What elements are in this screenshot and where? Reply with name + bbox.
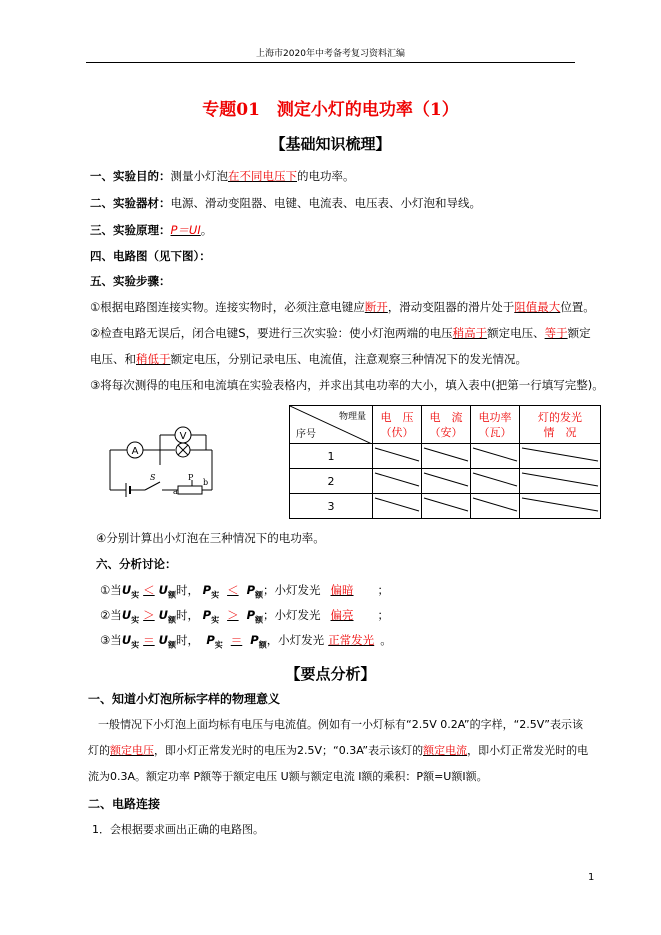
- principle-line: [90, 222, 212, 238]
- cell-empty: [471, 494, 520, 519]
- analysis-1-tail: ；小灯发光: [263, 583, 321, 597]
- step-2-line-1: [90, 325, 591, 341]
- ammeter-label: A: [131, 446, 139, 457]
- purpose-text: 测量小灯泡: [170, 169, 228, 183]
- sub-real: 实: [214, 640, 223, 650]
- step-2-line2-post: 额定电压，分别记录电压、电流值，注意观察三种情况下的发光情况。: [170, 352, 527, 366]
- step-1-mid: ，滑动变阻器的滑片处于: [387, 300, 515, 314]
- analysis-3-num: ③当: [100, 633, 122, 647]
- rheostat-p-label: P: [188, 473, 194, 482]
- switch-blade: [145, 482, 160, 490]
- analysis-1-num: ①当: [100, 583, 122, 597]
- analysis-3-mid: 时，: [176, 633, 199, 647]
- steps-label: 五、实验步骤：: [90, 274, 171, 288]
- principle-answer: P＝UI: [170, 223, 201, 237]
- p-symbol: P: [250, 633, 259, 647]
- cell-empty: [422, 444, 471, 469]
- p-symbol: P: [246, 608, 256, 622]
- part1-heading: 一、知道小灯泡所标字样的物理意义: [88, 692, 281, 706]
- sub-rated: 额: [255, 615, 264, 625]
- part1-l2-pre: 灯的: [88, 744, 110, 757]
- analysis-2-end: ；: [377, 608, 390, 622]
- col-header-brightness: [520, 406, 601, 444]
- cell-empty: [520, 494, 601, 519]
- analysis-line-1: [100, 582, 389, 600]
- cell-empty: [422, 494, 471, 519]
- step-2-answer-2: 等于: [544, 326, 568, 340]
- p-symbol: P: [246, 583, 256, 597]
- step-2-mid-2: 额定: [567, 326, 591, 340]
- step-2-answer-1: 稍高于: [452, 326, 488, 340]
- sub-real: 实: [131, 615, 140, 625]
- rheostat-b-label: b: [203, 478, 209, 487]
- sub-real: 实: [131, 590, 140, 600]
- p-symbol: P: [202, 583, 212, 597]
- corner-bottom-label: 序号: [296, 429, 316, 440]
- sub-rated: 额: [168, 590, 176, 600]
- section-heading-basics: 【基础知识梳理】: [270, 135, 391, 153]
- analysis-2-answer-3: 偏亮: [330, 608, 354, 622]
- col-power-line1: 电功率: [478, 410, 512, 424]
- cell-empty: [471, 469, 520, 494]
- col-header-voltage: [373, 406, 422, 444]
- part2-heading: 二、电路连接: [88, 797, 161, 811]
- step-1: [90, 299, 595, 315]
- cell-empty: [471, 444, 520, 469]
- analysis-1-answer-2: ＜: [227, 583, 239, 597]
- cell-empty: [520, 444, 601, 469]
- cell-empty: [373, 444, 422, 469]
- col-current-line2: （安）: [429, 425, 463, 439]
- sub-rated: 额: [168, 615, 176, 625]
- row-number-2: 2: [290, 469, 373, 494]
- step-2-line-2: [90, 351, 527, 367]
- step-1-answer-1: 断开: [364, 300, 388, 314]
- u-symbol: U: [158, 583, 168, 597]
- analysis-1-answer-1: ＜: [143, 583, 155, 597]
- analysis-3-answer-1: ＝: [143, 633, 155, 647]
- principle-end: 。: [200, 223, 213, 237]
- circuit-label: 四、电路图（见下图）：: [90, 249, 211, 263]
- analysis-1-answer-3: 偏暗: [330, 583, 354, 597]
- col-power-line2: （瓦）: [478, 425, 512, 439]
- analysis-3-end: 。: [380, 633, 392, 647]
- analysis-2-answer-2: ＞: [227, 608, 239, 622]
- part1-answer-rated-voltage: 额定电压: [110, 744, 154, 757]
- page-header: 上海市2020年中考备考复习资料汇编: [256, 49, 405, 59]
- row-number-3: 3: [290, 494, 373, 519]
- col-header-power: [471, 406, 520, 444]
- col-brightness-line2: 情 况: [543, 425, 577, 439]
- sub-rated: 额: [168, 640, 176, 650]
- step-1-end: 位置。: [560, 300, 595, 314]
- part1-line-3: 流为0.3A。额定功率 P额等于额定电压 U额与额定电流 I额的乘积：P额=U额I额。: [88, 770, 488, 783]
- sub-rated: 额: [258, 640, 267, 650]
- step-3: ③将每次测得的电压和电流填在实验表格内，并求出其电功率的大小，填入表中(把第一行填写完整)。: [90, 378, 604, 392]
- table-corner-cell: [290, 406, 373, 444]
- analysis-1-end: ；: [377, 583, 390, 597]
- p-symbol: P: [206, 633, 215, 647]
- analysis-3-answer-2: ＝: [230, 633, 243, 647]
- page-number: 1: [588, 872, 595, 883]
- part1-l2-post: ，即小灯正常发光时的电: [467, 744, 589, 757]
- step-4: ④分别计算出小灯泡在三种情况下的电功率。: [96, 531, 325, 545]
- cell-empty: [373, 494, 422, 519]
- cell-empty: [373, 469, 422, 494]
- purpose-line: [90, 168, 355, 184]
- data-table: [289, 405, 601, 519]
- u-symbol: U: [158, 608, 168, 622]
- equipment-text: 电源、滑动变阻器、电键、电流表、电压表、小灯泡和导线。: [170, 196, 481, 210]
- col-brightness-line1: 灯的发光: [538, 410, 582, 424]
- analysis-3-tail: ，小灯发光: [266, 633, 325, 647]
- u-symbol: U: [158, 633, 168, 647]
- header-rule: [86, 62, 575, 63]
- rheostat-a-label: a: [173, 487, 178, 496]
- analysis-2-num: ②当: [100, 608, 122, 622]
- u-symbol: U: [121, 583, 132, 597]
- p-symbol: P: [202, 608, 212, 622]
- part1-line-1: 一般情况下小灯泡上面均标有电压与电流值。例如有一小灯标有“2.5V 0.2A”的字样，“2.5V”表示该: [98, 718, 583, 731]
- sub-rated: 额: [255, 590, 264, 600]
- part1-line-2: [88, 742, 588, 758]
- equipment-label: 二、实验器材：: [90, 196, 171, 210]
- analysis-line-3: [100, 632, 392, 650]
- step-1-answer-2: 阻值最大: [514, 300, 561, 314]
- purpose-label: 一、实验目的：: [90, 169, 171, 183]
- analysis-2-mid: 时，: [176, 608, 199, 622]
- sub-real: 实: [131, 640, 140, 650]
- switch-label: S: [150, 473, 156, 482]
- cell-empty: [520, 469, 601, 494]
- sub-real: 实: [211, 615, 220, 625]
- cell-empty: [422, 469, 471, 494]
- circuit-diagram: [100, 410, 280, 500]
- col-voltage-line2: （伏）: [380, 425, 414, 439]
- col-header-current: [422, 406, 471, 444]
- purpose-answer: 在不同电压下: [228, 169, 297, 183]
- rheostat-body: [178, 486, 202, 494]
- step-1-text: ①根据电路图连接实物。连接实物时，必须注意电键应: [90, 300, 365, 314]
- analysis-label: 六、分析讨论：: [96, 557, 177, 571]
- col-voltage-line1: 电 压: [380, 410, 414, 424]
- analysis-2-tail: ；小灯发光: [263, 608, 321, 622]
- part2-line-1: 1．会根据要求画出正确的电路图。: [92, 823, 264, 836]
- equipment-line: [90, 195, 481, 211]
- page-title: 专题01 测定小灯的电功率（1）: [202, 100, 459, 120]
- corner-top-label: 物理量: [338, 412, 366, 422]
- col-current-line1: 电 流: [429, 410, 463, 424]
- sub-real: 实: [211, 590, 220, 600]
- purpose-end: 的电功率。: [297, 169, 355, 183]
- u-symbol: U: [121, 633, 132, 647]
- analysis-2-answer-1: ＞: [143, 608, 155, 622]
- step-2-line2-pre: 电压、和: [90, 352, 136, 366]
- step-2-answer-3: 稍低于: [136, 352, 171, 366]
- part1-l2-mid: ，即小灯正常发光时的电压为2.5V；“0.3A”表示该灯的: [154, 744, 424, 757]
- principle-label: 三、实验原理：: [90, 223, 171, 237]
- analysis-3-answer-3: 正常发光: [328, 633, 375, 647]
- u-symbol: U: [121, 608, 132, 622]
- section-heading-keypoints: 【要点分析】: [285, 665, 376, 683]
- analysis-1-mid: 时，: [176, 583, 199, 597]
- part1-answer-rated-current: 额定电流: [423, 744, 468, 757]
- row-number-1: 1: [290, 444, 373, 469]
- step-2-text: ②检查电路无误后，闭合电键S，要进行三次实验：使小灯泡两端的电压: [90, 326, 453, 340]
- voltmeter-label: V: [179, 431, 187, 442]
- analysis-line-2: [100, 607, 389, 625]
- step-2-mid-1: 额定电压、: [487, 326, 545, 340]
